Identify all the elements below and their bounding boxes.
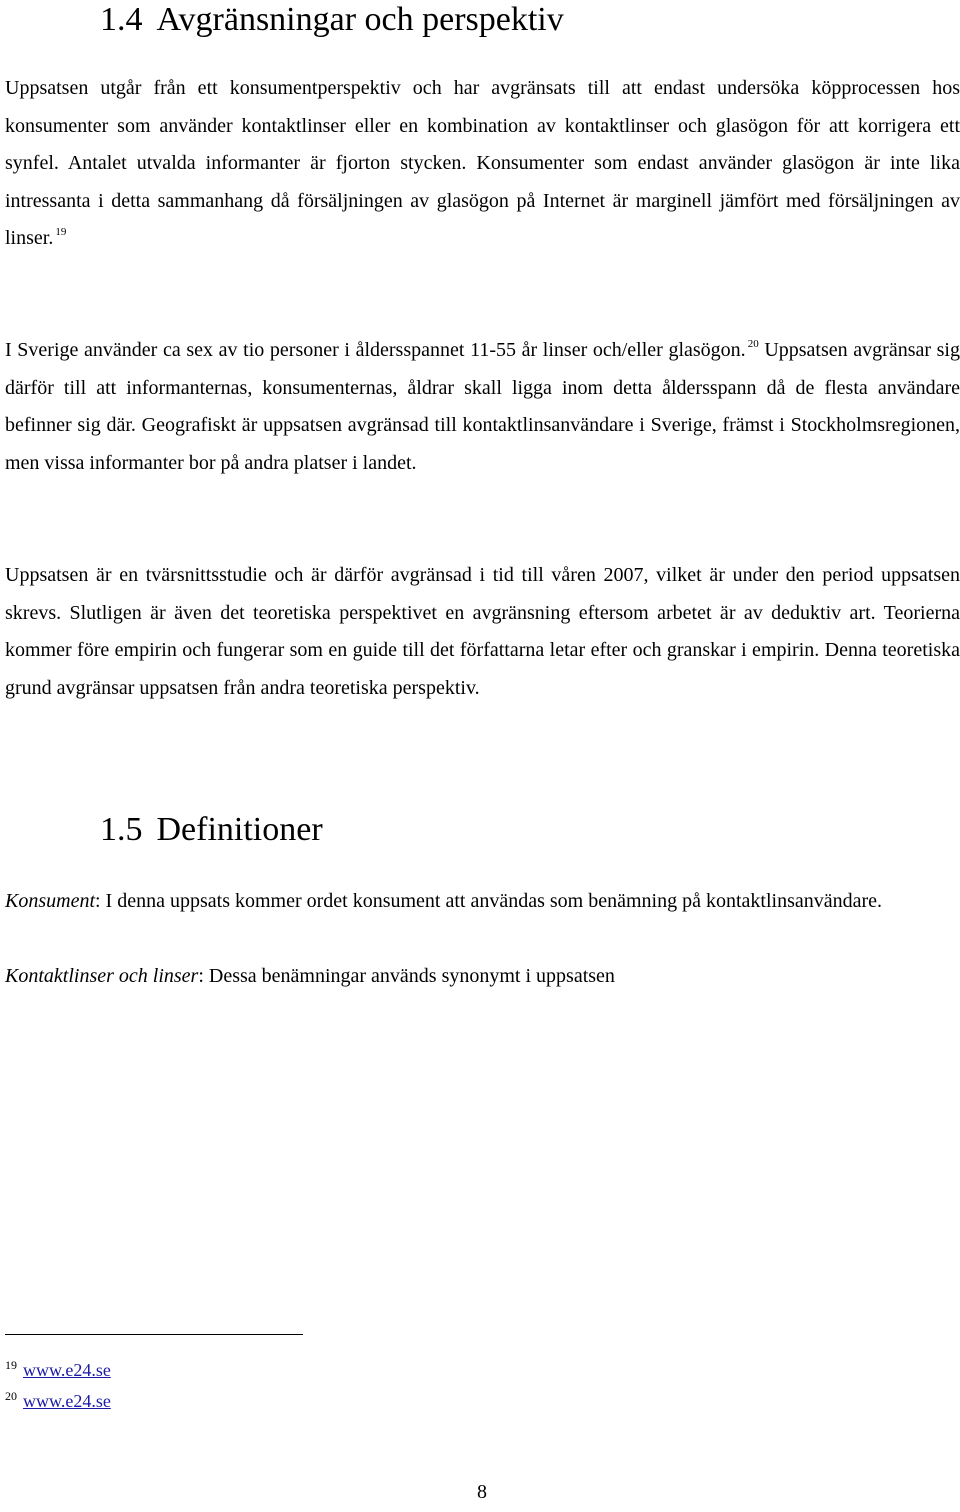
section-title: Definitioner bbox=[156, 811, 323, 848]
section-heading-1-5 bbox=[100, 808, 323, 852]
definition-kontaktlinser bbox=[5, 958, 960, 996]
section-number: 1.4 bbox=[100, 1, 143, 38]
footnote-number: 19 bbox=[5, 1358, 17, 1372]
section-heading-1-4 bbox=[100, 0, 564, 40]
footnotes bbox=[5, 1355, 605, 1417]
footnote-reference[interactable]: 20 bbox=[747, 338, 759, 350]
footnote-19 bbox=[5, 1355, 605, 1386]
footnote-reference[interactable]: 19 bbox=[55, 226, 67, 238]
footnote-20 bbox=[5, 1386, 605, 1417]
paragraph-scope bbox=[5, 70, 960, 258]
definition-text: : I denna uppsats kommer ordet konsument att användas som benämning på kontaktlinsanvändare. bbox=[95, 890, 883, 912]
definition-text: : Dessa benämningar används synonymt i uppsatsen bbox=[198, 965, 615, 987]
section-title: Avgränsningar och perspektiv bbox=[156, 1, 564, 38]
footnote-link[interactable]: www.e24.se bbox=[23, 1391, 111, 1411]
definition-term: Kontaktlinser och linser bbox=[5, 965, 199, 987]
paragraph-text: Uppsatsen utgår från ett konsumentperspektiv och har avgränsats till att endast undersöka köpprocessen hos konsumenter som använder kontaktlinser eller en kombination av kontaktlinser och glasögon för att korrigera ett synfel. Antalet utvalda informanter är fjorton stycken. Konsumenter som endast använder glasögon är inte lika intressanta i detta sammanhang då försäljningen av glasögon på Internet är marginell jämfört med försäljningen av linser. bbox=[5, 77, 960, 249]
footnote-number: 20 bbox=[5, 1389, 17, 1403]
document-page bbox=[5, 0, 959, 1512]
section-number: 1.5 bbox=[100, 811, 143, 848]
footnote-separator bbox=[5, 1334, 303, 1335]
definition-term: Konsument bbox=[5, 890, 95, 912]
page-number: 8 bbox=[477, 1481, 487, 1503]
definition-konsument bbox=[5, 883, 960, 921]
paragraph-text: Uppsatsen är en tvärsnittsstudie och är därför avgränsad i tid till våren 2007, vilket är under den period uppsatsen skrevs. Slutligen är även det teoretiska perspektivet en avgränsning eftersom arbetet är av deduktiv art. Teorierna kommer före empirin och fungerar som en guide till det författarna letar efter och granskar i empirin. Denna teoretiska grund avgränsar uppsatsen från andra teoretiska perspektiv. bbox=[5, 564, 960, 699]
footnote-link[interactable]: www.e24.se bbox=[23, 1360, 111, 1380]
paragraph-text: Uppsatsen avgränsar sig därför till att informanternas, konsumenternas, åldrar skall ligga inom detta åldersspann då de flesta användare befinner sig där. Geografiskt är uppsatsen avgränsad till kontaktlinsanvändare i Sverige, främst i Stockholmsregionen, men vissa informanter bor på andra platser i landet. bbox=[5, 339, 960, 474]
paragraph-time-scope bbox=[5, 557, 960, 707]
paragraph-age-range bbox=[5, 332, 960, 482]
paragraph-text: I Sverige använder ca sex av tio personer i åldersspannet 11-55 år linser och/eller glasögon. bbox=[5, 339, 746, 361]
